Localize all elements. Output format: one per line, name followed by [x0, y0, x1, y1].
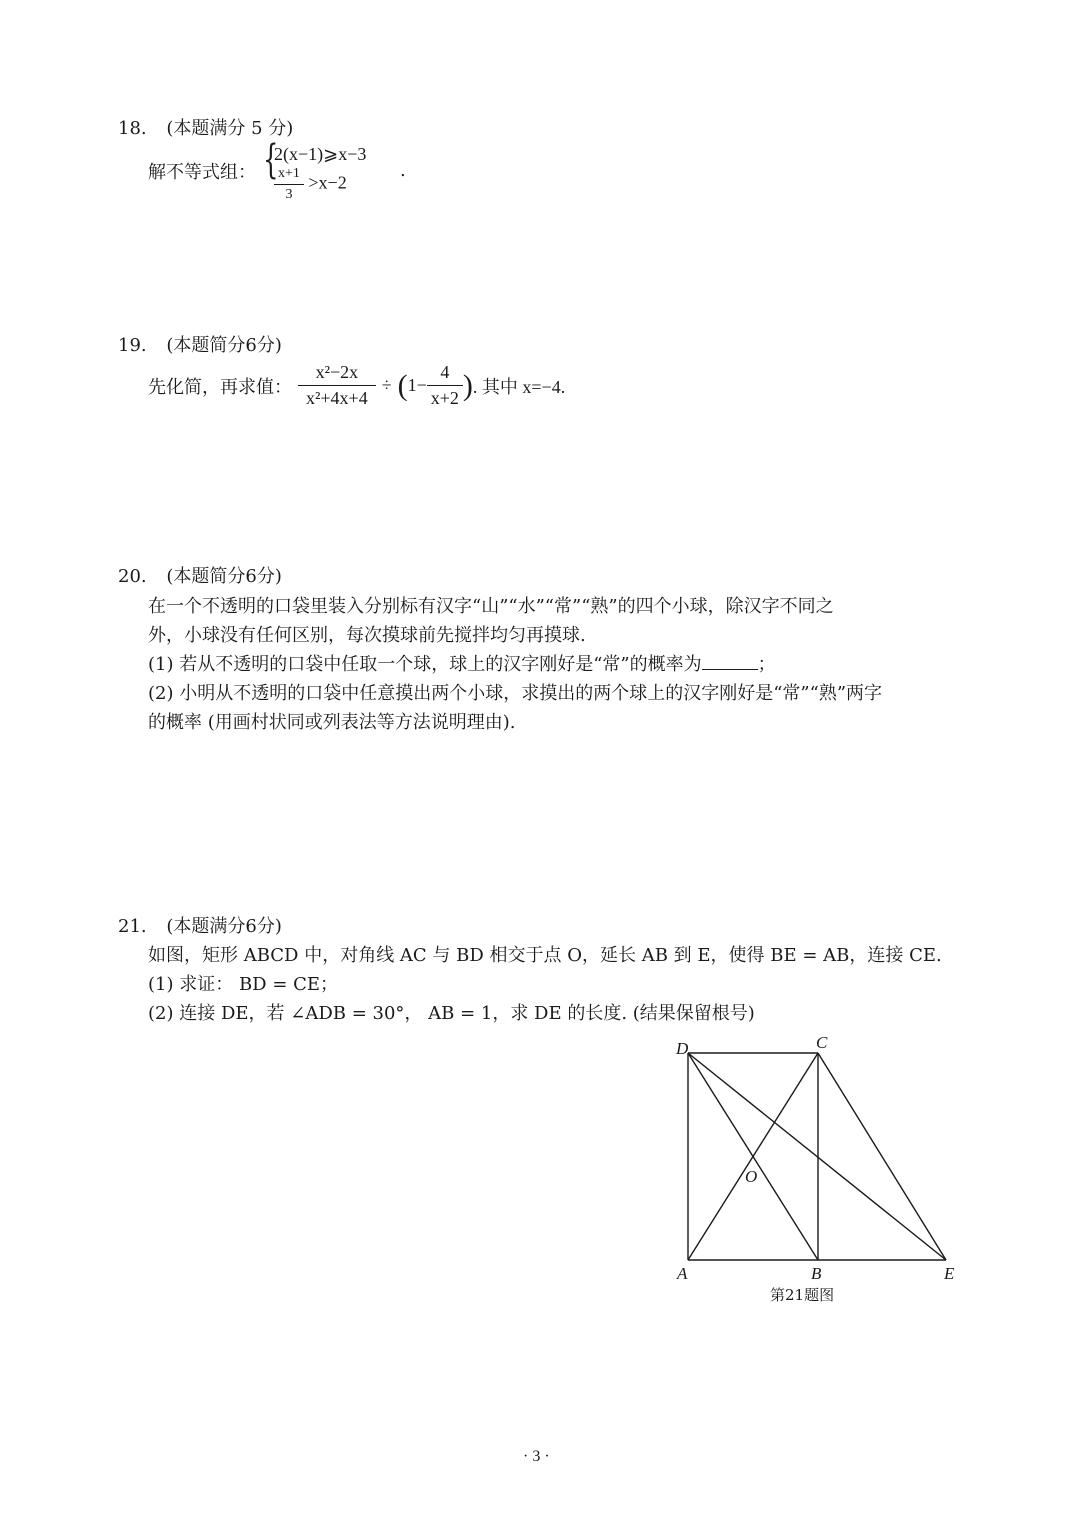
q20-line1: 在一个不透明的口袋里装入分别标有汉字“山”“水”“常”“熟”的四个小球，除汉字不同之 — [148, 596, 834, 617]
q21-header — [118, 912, 282, 938]
q19-number: 19. — [118, 335, 147, 356]
q20-part2-line2: 的概率 (用画村状同或列表法等方法说明理由). — [148, 712, 516, 733]
q19-tail: . 其中 x=−4. — [472, 376, 566, 397]
segment-DE — [688, 1053, 946, 1260]
q21-number: 21. — [118, 916, 147, 937]
answer-blank — [702, 653, 758, 670]
q20-part2-line1: (2) 小明从不透明的口袋中任意摸出两个小球，求摸出的两个球上的汉字刚好是“常”“熟”两字 — [148, 683, 883, 704]
label-B: B — [811, 1264, 822, 1283]
label-C: C — [816, 1033, 828, 1052]
q18-line1: 2(x−1)⩾x−3 — [274, 144, 367, 164]
q20-score: (本题简分6分) — [166, 566, 282, 587]
q20-part1: (1) 若从不透明的口袋中任取一个球，球上的汉字刚好是“常”的概率为 ； — [148, 654, 776, 675]
q21-score: (本题满分6分) — [166, 916, 282, 937]
q19-score: (本题简分6分) — [166, 335, 282, 356]
q21-part1: (1) 求证： BD = CE； — [148, 974, 339, 995]
label-D: D — [676, 1039, 689, 1058]
q18-end: . — [400, 160, 406, 181]
q19-prompt: 先化简，再求值： — [148, 376, 292, 398]
label-A: A — [677, 1264, 688, 1283]
q18-line2: $\frac{x+1}{3}$ >x−2 — [274, 166, 347, 203]
figure-caption: 第21题图 — [770, 1286, 835, 1304]
label-E: E — [944, 1264, 955, 1283]
q19-fraction-1: $\frac{\text{x²−2x}}{\text{x²+4x+4}}$ — [298, 362, 376, 409]
q21-line1: 如图，矩形 ABCD 中，对角线 AC 与 BD 相交于点 O，延长 AB 到 E，使得 BE = AB，连接 CE. — [148, 945, 942, 966]
label-O: O — [745, 1167, 758, 1186]
page-number: · 3 · — [523, 1448, 550, 1465]
q21-part2: (2) 连接 DE，若 ∠ADB = 30°， AB = 1，求 DE 的长度. (结果保留根号) — [148, 1003, 755, 1024]
q21-figure — [660, 1030, 980, 1290]
q19-fraction-2: $\frac{4}{x+2}$ — [427, 362, 463, 409]
q20-header — [118, 562, 282, 588]
segment-CE — [818, 1053, 946, 1260]
q18-brace: { — [263, 137, 279, 183]
q20-number: 20. — [118, 566, 147, 587]
q18-fraction: $\frac{x+1}{3}$ — [274, 166, 304, 203]
q19-expression: 先化简，再求值： $\frac{\text{x²−2x}}{\text{x²+4x+4}}$ ÷ ( 1− $\frac{4}{x+2}$ ) . 其中 x=−4. — [148, 362, 566, 408]
q19-divide: ÷ — [381, 375, 392, 395]
q18-number: 18. — [118, 118, 147, 139]
q18-score: (本题满分 5 分) — [166, 118, 294, 139]
q19-header — [118, 331, 282, 357]
q18-prompt: 解不等式组： — [148, 162, 256, 183]
q20-line2: 外，小球没有任何区别，每次摸球前先搅拌均匀再摸球. — [148, 625, 586, 646]
